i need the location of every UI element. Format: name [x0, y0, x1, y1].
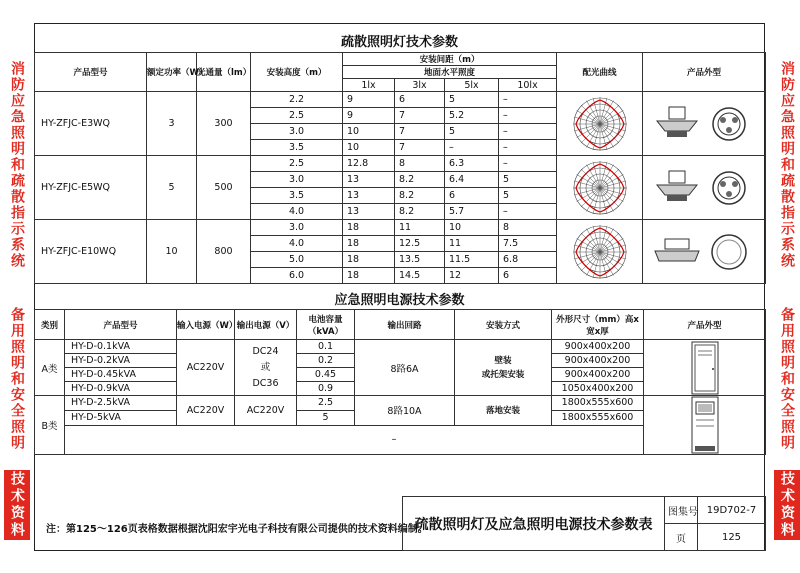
spacing-cell: 9 — [343, 108, 395, 124]
lamp-table-title: 疏散照明灯技术参数 — [340, 35, 458, 50]
spacing-cell: 18 — [343, 268, 395, 284]
footer-note: 注：第125～126页表格数据根据沈阳宏宇光电子科技有限公司提供的技术资料编制。 — [46, 524, 428, 535]
install-height-cell: 3.5 — [251, 188, 343, 204]
cabinet-a-image — [644, 340, 766, 396]
spacing-cell: – — [499, 92, 557, 108]
side-label-top: 消防应急照明和疏散指示系统 — [779, 61, 795, 269]
header-power: 额定功率（W） — [147, 53, 197, 92]
header-flux: 光通量（lm） — [197, 53, 251, 92]
output-a — [235, 340, 297, 396]
lamp-flux: 500 — [197, 156, 251, 220]
ph-capacity: 电池容量（kVA） — [297, 310, 355, 340]
light-distribution-curve-icon — [568, 95, 632, 153]
spacing-cell: 6 — [445, 188, 499, 204]
install-height-cell: 5.0 — [251, 252, 343, 268]
spacing-cell: 8.2 — [395, 188, 445, 204]
header-distance: 安装间距（m） — [343, 53, 557, 66]
spacing-cell: 10 — [445, 220, 499, 236]
model-cell: HY-D-5kVA — [65, 410, 177, 425]
side-label-middle-left: 备用照明和安全照明 — [9, 306, 25, 451]
blank-dash: – — [391, 434, 397, 446]
atlas-no: 19D702-7 — [698, 497, 766, 524]
lamp-table — [34, 52, 766, 284]
atlas-label: 图集号 — [665, 497, 698, 524]
model-cell: HY-D-0.45kVA — [65, 368, 177, 382]
spacing-cell: 5 — [499, 172, 557, 188]
install-height-cell: 2.5 — [251, 108, 343, 124]
install-height-cell: 3.0 — [251, 124, 343, 140]
spacing-cell: 13 — [343, 172, 395, 188]
circuits-a: 8路6A — [355, 340, 455, 396]
size-cell: 1800x555x600 — [552, 396, 644, 411]
output-a-line2: 或 — [260, 361, 271, 373]
capacity-cell: 0.2 — [297, 354, 355, 368]
model-cell: HY-D-0.2kVA — [65, 354, 177, 368]
page-label: 页 — [665, 524, 698, 551]
wall-cabinet-icon — [690, 341, 720, 395]
spacing-cell: – — [499, 204, 557, 220]
install-a-line1: 壁装 — [494, 355, 512, 366]
install-b: 落地安装 — [455, 396, 552, 426]
spacing-cell: 11.5 — [445, 252, 499, 268]
power-table — [34, 309, 766, 455]
spacing-cell: – — [445, 140, 499, 156]
lux-header: 5lx — [445, 79, 499, 92]
size-cell: 900x400x200 — [552, 368, 644, 382]
header-curve: 配光曲线 — [557, 53, 643, 92]
spacing-cell: – — [499, 124, 557, 140]
model-cell: HY-D-0.9kVA — [65, 382, 177, 396]
input-b: AC220V — [177, 396, 235, 426]
output-a-line3: DC36 — [252, 377, 279, 389]
size-cell: 1050x400x200 — [552, 382, 644, 396]
side-label-bottom-left: 技术资料 — [4, 470, 30, 540]
ph-model: 产品型号 — [65, 310, 177, 340]
lamp-model: HY-ZFJC-E3WQ — [35, 92, 147, 156]
spacing-cell: 6 — [395, 92, 445, 108]
spacing-cell: 5 — [445, 124, 499, 140]
capacity-cell: 0.1 — [297, 340, 355, 354]
spacing-cell: 5 — [445, 92, 499, 108]
spacing-cell: 6.4 — [445, 172, 499, 188]
ph-appearance: 产品外型 — [644, 310, 766, 340]
install-height-cell: 6.0 — [251, 268, 343, 284]
spacing-cell: 6 — [499, 268, 557, 284]
spacing-cell: 5 — [499, 188, 557, 204]
ph-size: 外形尺寸（mm）高x宽x厚 — [552, 310, 644, 340]
spacing-cell: 8.2 — [395, 204, 445, 220]
lamp-model: HY-ZFJC-E10WQ — [35, 220, 147, 284]
spacing-cell: 12.5 — [395, 236, 445, 252]
spacing-cell: 9 — [343, 92, 395, 108]
lamp-power: 5 — [147, 156, 197, 220]
install-height-cell: 3.5 — [251, 140, 343, 156]
spacing-cell: 14.5 — [395, 268, 445, 284]
title-block — [402, 496, 766, 551]
ph-input: 输入电源（W） — [177, 310, 235, 340]
curve-cell — [557, 156, 643, 220]
spacing-cell: – — [499, 156, 557, 172]
lamp-row — [35, 156, 766, 172]
spacing-cell: – — [499, 108, 557, 124]
spacing-cell: 10 — [343, 124, 395, 140]
capacity-cell: 0.45 — [297, 368, 355, 382]
capacity-cell: 0.9 — [297, 382, 355, 396]
ph-circuits: 输出回路 — [355, 310, 455, 340]
install-height-cell: 2.2 — [251, 92, 343, 108]
capacity-cell: 2.5 — [297, 396, 355, 411]
spacing-cell: 8 — [499, 220, 557, 236]
spacing-cell: 7 — [395, 140, 445, 156]
header-height: 安装高度（m） — [251, 53, 343, 92]
spacing-cell: 13 — [343, 188, 395, 204]
output-a-line1: DC24 — [252, 345, 279, 357]
light-distribution-curve-icon — [568, 159, 632, 217]
spacing-cell: 8 — [395, 156, 445, 172]
install-height-cell: 4.0 — [251, 204, 343, 220]
side-label-top-left: 消防应急照明和疏散指示系统 — [9, 61, 25, 269]
cat-a: A类 — [35, 340, 65, 396]
spacing-cell: 13.5 — [395, 252, 445, 268]
spacing-cell: 11 — [445, 236, 499, 252]
lamp-row — [35, 92, 766, 108]
lamp-image-cell — [643, 156, 766, 220]
spacing-cell: 6.3 — [445, 156, 499, 172]
spacing-cell: 7.5 — [499, 236, 557, 252]
power-table-title: 应急照明电源技术参数 — [334, 293, 465, 308]
size-cell: 900x400x200 — [552, 354, 644, 368]
page-no: 125 — [698, 524, 766, 551]
spacing-cell: 10 — [343, 140, 395, 156]
lamp-image-cell — [643, 92, 766, 156]
sheet-title: 疏散照明灯及应急照明电源技术参数表 — [403, 497, 665, 551]
spacing-cell: – — [499, 140, 557, 156]
model-cell: HY-D-2.5kVA — [65, 396, 177, 411]
side-label-bottom: 技术资料 — [774, 470, 800, 540]
install-a-line2: 或托架安装 — [481, 369, 525, 380]
ph-category: 类别 — [35, 310, 65, 340]
install-height-cell: 4.0 — [251, 236, 343, 252]
spacing-cell: 12 — [445, 268, 499, 284]
light-distribution-curve-icon — [568, 223, 632, 281]
lamp-row — [35, 220, 766, 236]
spacing-cell: 7 — [395, 108, 445, 124]
install-height-cell: 3.0 — [251, 172, 343, 188]
install-a — [455, 340, 552, 396]
capacity-cell: 5 — [297, 410, 355, 425]
lamp-product-icon — [649, 101, 759, 147]
lamp-image-cell — [643, 220, 766, 284]
lamp-power: 10 — [147, 220, 197, 284]
header-model: 产品型号 — [35, 53, 147, 92]
spacing-cell: 18 — [343, 252, 395, 268]
floor-cabinet-icon — [690, 396, 720, 454]
output-b: AC220V — [235, 396, 297, 426]
model-cell: HY-D-0.1kVA — [65, 340, 177, 354]
header-illuminance: 地面水平照度 — [343, 66, 557, 79]
spacing-cell: 6.8 — [499, 252, 557, 268]
ph-install: 安装方式 — [455, 310, 552, 340]
spacing-cell: 13 — [343, 204, 395, 220]
spacing-cell: 18 — [343, 220, 395, 236]
side-label-middle: 备用照明和安全照明 — [779, 306, 795, 451]
size-cell: 900x400x200 — [552, 340, 644, 354]
spacing-cell: 7 — [395, 124, 445, 140]
lamp-flux: 300 — [197, 92, 251, 156]
lux-header: 3lx — [395, 79, 445, 92]
lamp-product-icon — [649, 229, 759, 275]
spacing-cell: 5.2 — [445, 108, 499, 124]
header-appearance: 产品外型 — [643, 53, 766, 92]
circuits-b: 8路10A — [355, 396, 455, 426]
lux-header: 10lx — [499, 79, 557, 92]
input-a: AC220V — [177, 340, 235, 396]
spacing-cell: 18 — [343, 236, 395, 252]
lux-header: 1lx — [343, 79, 395, 92]
spacing-cell: 12.8 — [343, 156, 395, 172]
cabinet-b-image — [644, 396, 766, 455]
blank-row — [65, 425, 644, 455]
size-cell: 1800x555x600 — [552, 410, 644, 425]
spacing-cell: 11 — [395, 220, 445, 236]
curve-cell — [557, 92, 643, 156]
lamp-power: 3 — [147, 92, 197, 156]
spacing-cell: 8.2 — [395, 172, 445, 188]
install-height-cell: 3.0 — [251, 220, 343, 236]
lamp-model: HY-ZFJC-E5WQ — [35, 156, 147, 220]
lamp-flux: 800 — [197, 220, 251, 284]
curve-cell — [557, 220, 643, 284]
spacing-cell: 5.7 — [445, 204, 499, 220]
install-height-cell: 2.5 — [251, 156, 343, 172]
lamp-product-icon — [649, 165, 759, 211]
cat-b: B类 — [35, 396, 65, 455]
ph-output: 输出电源（V） — [235, 310, 297, 340]
